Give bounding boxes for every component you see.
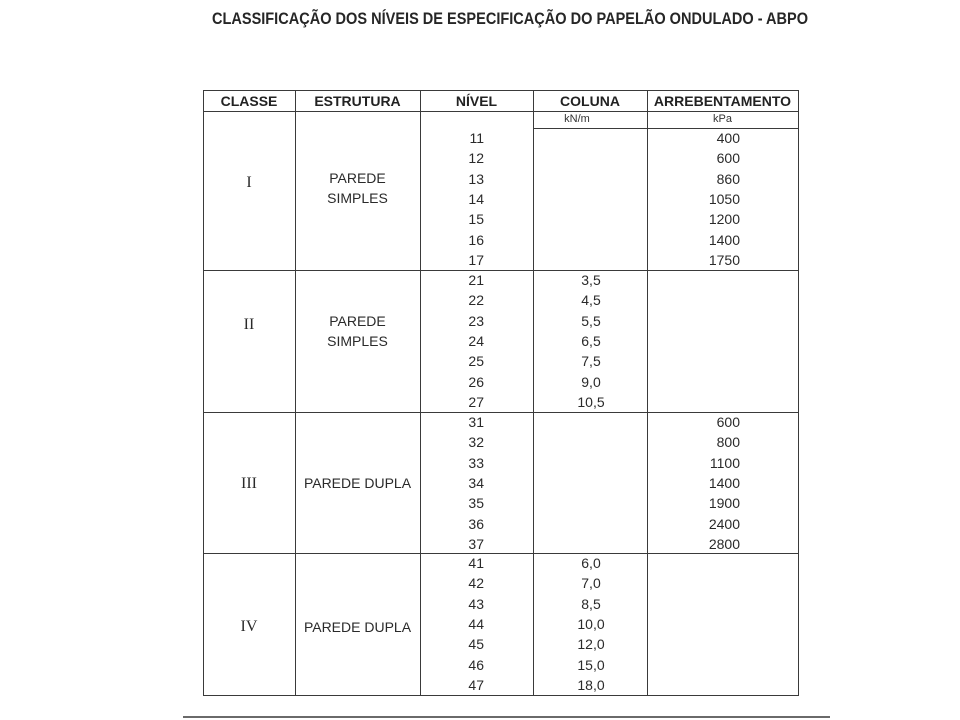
class-numeral: II — [243, 316, 255, 333]
column-strength-value: 7,0 — [581, 575, 601, 592]
level-value: 41 — [468, 555, 484, 572]
level-value: 13 — [468, 170, 484, 187]
level-value: 36 — [468, 515, 484, 532]
level-value: 35 — [468, 495, 484, 512]
structure-label: PAREDE — [329, 170, 386, 186]
level-value: 16 — [468, 231, 484, 248]
burst-strength-value: 400 — [716, 130, 740, 147]
level-value: 33 — [468, 454, 484, 471]
level-value: 32 — [468, 434, 484, 451]
unit-label-arrebentamento: kPa — [713, 113, 732, 125]
level-value: 14 — [468, 191, 484, 208]
column-strength-value: 9,0 — [581, 373, 601, 390]
burst-strength-value: 1400 — [708, 475, 740, 492]
level-value: 25 — [468, 353, 484, 370]
column-header-arrebentamento: ARREBENTAMENTO — [653, 93, 792, 109]
level-value: 46 — [468, 656, 484, 673]
burst-strength-value: 860 — [716, 170, 740, 187]
burst-strength-value: 2800 — [708, 535, 740, 552]
level-value: 37 — [468, 535, 484, 552]
burst-strength-value: 1050 — [708, 191, 740, 208]
burst-strength-value: 600 — [716, 150, 740, 167]
structure-label: SIMPLES — [327, 190, 388, 206]
column-strength-value: 8,5 — [581, 595, 601, 612]
column-strength-value: 10,0 — [577, 616, 605, 633]
burst-strength-value: 1200 — [708, 211, 740, 228]
level-value: 45 — [468, 636, 484, 653]
level-value: 12 — [468, 150, 484, 167]
class-numeral: I — [246, 174, 252, 191]
level-value: 27 — [468, 393, 484, 410]
level-value: 24 — [468, 333, 484, 350]
level-value: 21 — [468, 272, 484, 289]
table-rule — [533, 90, 534, 696]
column-strength-value: 18,0 — [577, 676, 605, 693]
burst-strength-value: 1900 — [708, 495, 740, 512]
column-strength-value: 5,5 — [581, 312, 601, 329]
column-strength-value: 7,5 — [581, 353, 601, 370]
level-value: 42 — [468, 575, 484, 592]
column-strength-value: 3,5 — [581, 272, 601, 289]
column-strength-value: 12,0 — [577, 636, 605, 653]
level-value: 34 — [468, 475, 484, 492]
structure-label: PAREDE DUPLA — [303, 619, 412, 635]
column-header-estrutura: ESTRUTURA — [314, 93, 401, 109]
burst-strength-value: 1100 — [709, 454, 740, 471]
level-value: 44 — [468, 616, 484, 633]
column-header-classe: CLASSE — [220, 93, 278, 109]
column-strength-value: 10,5 — [577, 393, 605, 410]
column-strength-value: 6,5 — [581, 333, 601, 350]
column-header-coluna: COLUNA — [560, 93, 620, 109]
burst-strength-value: 1400 — [708, 231, 740, 248]
table-rule — [203, 695, 799, 696]
structure-label: PAREDE DUPLA — [303, 475, 412, 491]
column-header-nivel: NÍVEL — [455, 93, 498, 109]
structure-label: SIMPLES — [327, 333, 388, 349]
level-value: 15 — [468, 211, 484, 228]
class-numeral: IV — [240, 618, 258, 635]
level-value: 47 — [468, 676, 484, 693]
level-value: 31 — [468, 414, 484, 431]
table-rule — [798, 90, 799, 696]
unit-label-coluna: kN/m — [564, 113, 590, 125]
column-strength-value: 4,5 — [581, 292, 601, 309]
structure-label: PAREDE — [329, 313, 386, 329]
burst-strength-value: 600 — [716, 414, 740, 431]
burst-strength-value: 800 — [716, 434, 740, 451]
table-rule — [203, 270, 799, 271]
level-value: 22 — [468, 292, 484, 309]
class-numeral: III — [241, 475, 257, 492]
level-value: 11 — [469, 130, 484, 147]
burst-strength-value: 2400 — [708, 515, 740, 532]
column-strength-value: 6,0 — [581, 555, 601, 572]
burst-strength-value: 1750 — [708, 251, 740, 268]
level-value: 43 — [468, 595, 484, 612]
column-strength-value: 15,0 — [577, 656, 605, 673]
level-value: 17 — [468, 251, 484, 268]
page-bottom-rule — [183, 716, 830, 718]
document-title: CLASSIFICAÇÃO DOS NÍVEIS DE ESPECIFICAÇÃO DO PAPELÃO ONDULADO - ABPO — [212, 9, 809, 28]
level-value: 23 — [468, 312, 484, 329]
level-value: 26 — [468, 373, 484, 390]
